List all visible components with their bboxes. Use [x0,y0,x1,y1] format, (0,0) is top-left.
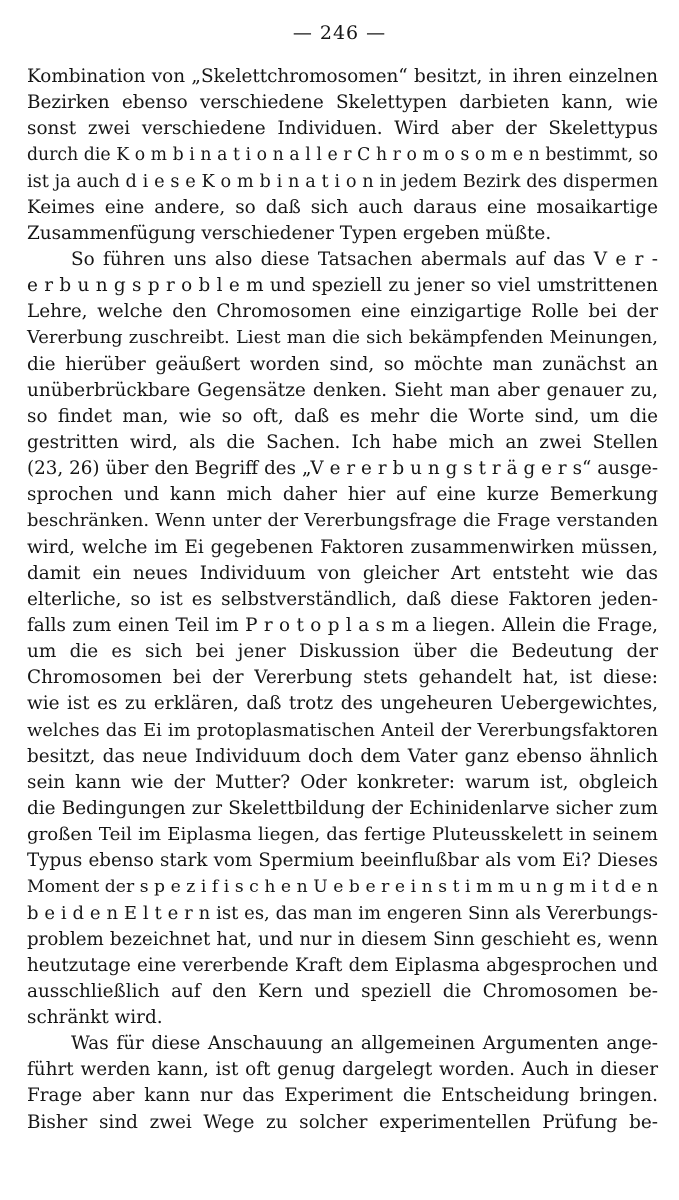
text-line: Frage aber kann nur das Experiment die Entscheidung bringen. [27,1085,658,1107]
text-line: Zusammenfügung verschiedener Typen ergeben müßte. [27,222,552,244]
text-line: um die es sich bei jener Diskussion über die Bedeutung der [27,641,658,663]
text-line: Typus ebenso stark vom Spermium beeinflußbar als vom Ei? Dieses [27,850,658,872]
text-line: gestritten wird, als die Sachen. Ich habe mich an zwei Stellen [27,431,658,453]
text-line: ist ja auch d i e s e K o m b i n a t i o n in jedem Bezirk des dispermen [27,171,658,192]
paragraph [27,1031,658,1136]
text-line: führt werden kann, ist oft genug dargelegt worden. Auch in dieser [27,1059,658,1081]
text-line: Moment der s p e z i f i s c h e n U e b e r e i n s t i m m u n g m i t d e n [27,877,658,898]
text-line: sprochen und kann mich daher hier auf eine kurze Bemerkung [27,484,658,506]
text-line: Was für diese Anschauung an allgemeinen Argumenten ange- [71,1033,658,1055]
text-line: Vererbung zuschreibt. Liest man die sich bekämpfenden Meinungen, [27,327,658,349]
text-line: Chromosomen bei der Vererbung stets gehandelt hat, ist diese: [27,667,658,689]
text-line: b e i d e n E l t e r n ist es, das man im engeren Sinn als Vererbungs- [27,902,658,924]
text-line: sonst zwei verschiedene Individuen. Wird aber der Skelettypus [27,118,658,140]
text-line: wird, welche im Ei gegebenen Faktoren zusammenwirken müssen, [27,536,658,558]
text-line: wie ist es zu erklären, daß trotz des ungeheuren Uebergewichtes, [27,693,658,715]
paragraph [27,247,658,1031]
paragraph [27,64,658,247]
text-line: beschränken. Wenn unter der Vererbungsfrage die Frage verstanden [27,510,658,532]
text-line: Kombination von „Skelettchromosomen“ besitzt, in ihren einzelnen [27,66,658,87]
text-line: besitzt, das neue Individuum doch dem Vater ganz ebenso ähnlich [27,745,658,767]
text-line: elterliche, so ist es selbstverständlich, daß diese Faktoren jeden- [27,588,658,610]
text-line: e r b u n g s p r o b l e m und speziell zu jener so viel umstrittenen [27,275,658,297]
text-line: die Bedingungen zur Skelettbildung der Echinidenlarve sicher zum [27,797,658,819]
text-line: durch die K o m b i n a t i o n a l l e r C h r o m o s o m e n bestimmt, so [27,145,658,166]
text-line: damit ein neues Individuum von gleicher Art entsteht wie das [27,562,658,584]
text-line: problem bezeichnet hat, und nur in diesem Sinn geschieht es, wenn [27,928,658,950]
text-line: Bisher sind zwei Wege zu solcher experimentellen Prüfung be- [27,1111,658,1133]
text-line: sein kann wie der Mutter? Oder konkreter: warum ist, obgleich [27,771,658,793]
text-line: falls zum einen Teil im P r o t o p l a s m a liegen. Allein die Frage, [27,614,658,636]
text-line: unüberbrückbare Gegensätze denken. Sieht man aber genauer zu, [27,379,658,401]
text-line: heutzutage eine vererbende Kraft dem Eiplasma abgesprochen und [27,954,658,976]
text-line: Bezirken ebenso verschiedene Skelettypen darbieten kann, wie [27,92,658,114]
text-line: ausschließlich auf den Kern und speziell die Chromosomen be- [27,980,658,1002]
text-line: welches das Ei im protoplasmatischen Anteil der Vererbungsfaktoren [27,719,658,741]
text-line: Lehre, welche den Chromosomen eine einzigartige Rolle bei der [27,301,658,323]
text-line: so findet man, wie so oft, daß es mehr die Worte sind, um die [27,405,658,427]
text-line: schränkt wird. [27,1007,163,1029]
text-line: So führen uns also diese Tatsachen abermals auf das V e r - [71,248,658,270]
text-line: die hierüber geäußert worden sind, so möchte man zunächst an [27,353,658,375]
text-line: Keimes eine andere, so daß sich auch daraus eine mosaikartige [27,196,658,218]
body-text [27,64,658,1136]
text-line: großen Teil im Eiplasma liegen, das fertige Pluteusskelett in seinem [27,824,658,846]
page-number: — 246 — [292,22,387,44]
text-line: (23, 26) über den Begriff des „V e r e r b u n g s t r ä g e r s“ ausge- [27,458,658,480]
